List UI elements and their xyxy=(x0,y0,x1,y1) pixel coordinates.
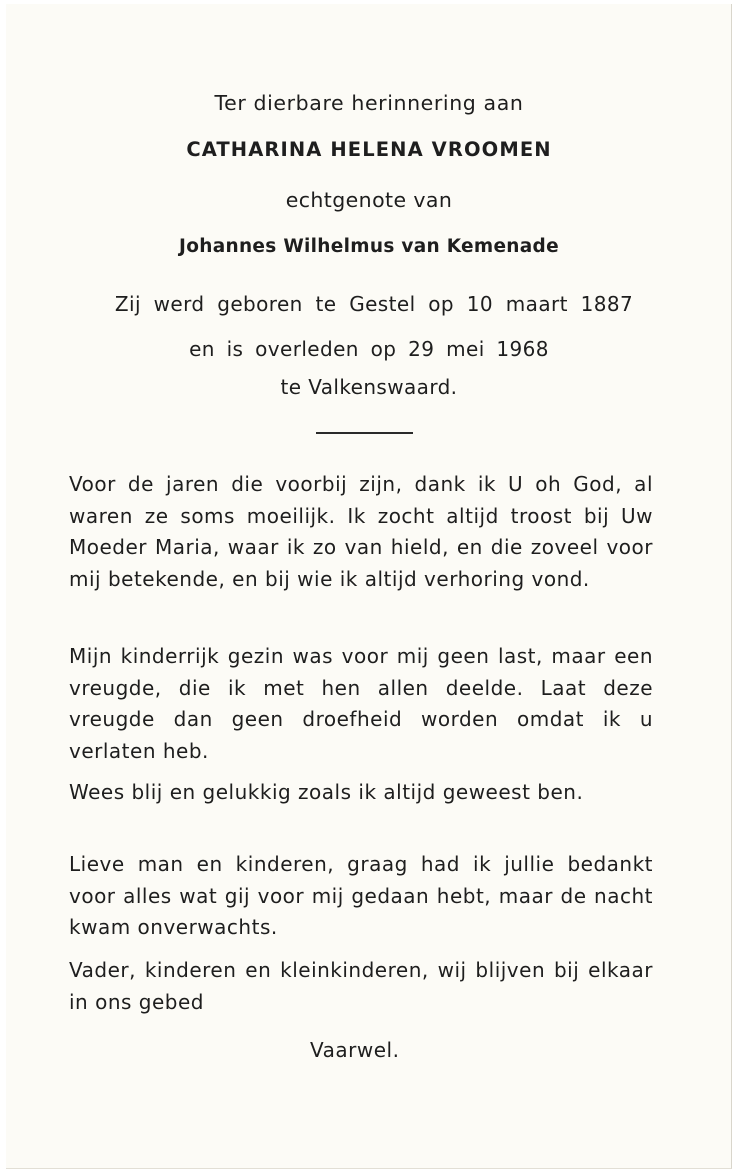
spouse-of-text: echtgenote van xyxy=(285,188,453,212)
verse-paragraph: Lieve man en kinderen, graag had ik jullie bedankt voor alles wat gij voor mij gedaan hebt, maar de nacht kwam onverwachts. xyxy=(69,852,653,940)
verse-paragraph: Voor de jaren die voorbij zijn, dank ik U oh God, al waren ze soms moeilijk. Ik zocht altijd troost bij Uw Moeder Maria, waar ik zo van hield, en die zoveel voor mij betekende, en bij wie ik altijd verhoring vond. xyxy=(69,472,653,591)
deceased-name: CATHARINA HELENA VROOMEN xyxy=(186,138,552,161)
death-place: te Valkenswaard. xyxy=(280,375,458,399)
spouse-name: Johannes Wilhelmus van Kemenade xyxy=(179,236,559,257)
farewell-text: Vaarwel. xyxy=(310,1038,400,1062)
intro-text: Ter dierbare herinnering aan xyxy=(214,91,524,115)
verse-paragraph: Wees blij en gelukkig zoals ik altijd geweest ben. xyxy=(69,780,584,804)
memorial-card xyxy=(6,4,732,1169)
death-line: en is overleden op 29 mei 1968 xyxy=(189,337,549,361)
verse-paragraph: Vader, kinderen en kleinkinderen, wij blijven bij elkaar in ons gebed xyxy=(69,958,653,1014)
verse-paragraph: Mijn kinderrijk gezin was voor mij geen last, maar een vreugde, die ik met hen allen deelde. Laat deze vreugde dan geen droefheid worden omdat ik u verlaten heb. xyxy=(69,644,653,763)
divider xyxy=(316,432,413,434)
birth-line: Zij werd geboren te Gestel op 10 maart 1887 xyxy=(114,292,634,316)
